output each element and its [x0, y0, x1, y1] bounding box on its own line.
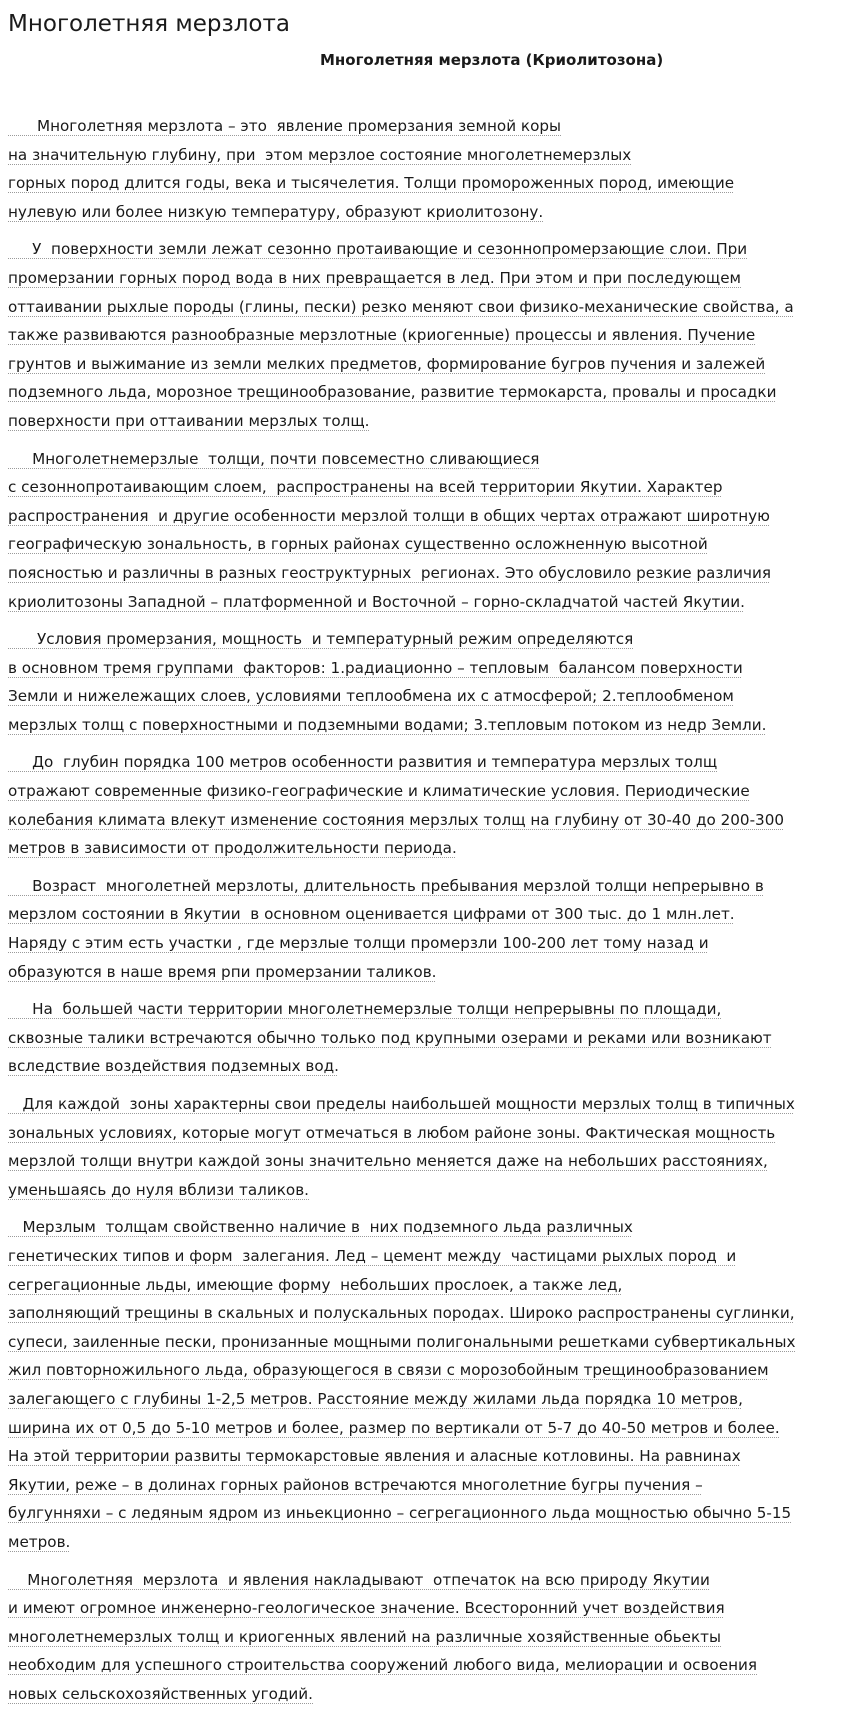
paragraph-line: мерзлом состоянии в Якутии в основном оценивается цифрами от 300 тыс. до 1 млн.лет. [8, 905, 735, 924]
paragraph-line: заполняющий трещины в скальных и полускальных породах. Широко распространены суглинки, [8, 1304, 795, 1323]
paragraph-line: поверхности при оттаивании мерзлых толщ. [8, 411, 370, 430]
paragraph-line: и имеют огромное инженерно-геологическое значение. Всесторонний учет воздействия [8, 1599, 725, 1618]
paragraph-line: Наряду с этим есть участки , где мерзлые толщи промерзли 100-200 лет тому назад и [8, 934, 709, 953]
paragraph [8, 1213, 838, 1556]
paragraph [8, 1090, 838, 1204]
paragraph-line: ширина их от 0,5 до 5-10 метров и более, размер по вертикали от 5-7 до 40-50 метров и более. [8, 1418, 780, 1437]
paragraph-line: генетических типов и форм залегания. Лед – цемент между частицами рыхлых пород и [8, 1246, 737, 1265]
paragraph-line: также развиваются разнообразные мерзлотные (криогенные) процессы и явления. Пучение [8, 326, 756, 345]
paragraph-line: отражают современные физико-географические и климатические условия. Периодические [8, 782, 750, 801]
paragraph-line: нулевую или более низкую температуру, образуют криолитозону. [8, 202, 544, 221]
paragraph-line: мерзлых толщ с поверхностными и подземными водами; 3.тепловым потоком из недр Земли. [8, 715, 767, 734]
paragraph [8, 872, 838, 986]
paragraph-line: сквозные талики встречаются обычно только под крупными озерами и реками или возникают [8, 1028, 772, 1047]
page-title: Многолетняя мерзлота [8, 11, 290, 37]
paragraph-line: оттаивании рыхлые породы (глины, пески) резко меняют свои физико-механические свойства, а [8, 297, 794, 316]
paragraph-line: необходим для успешного строительства сооружений любого вида, мелиорации и освоения [8, 1656, 758, 1675]
paragraph-line: грунтов и выжимание из земли мелких предметов, формирование бугров пучения и залежей [8, 354, 766, 373]
paragraph-line: многолетнемерзлых толщ и криогенных явлений на различные хозяйственные обьекты [8, 1627, 722, 1646]
paragraph-line: сегрегационные льды, имеющие форму небольших прослоек, а также лед, [8, 1275, 623, 1294]
paragraph-line: зональных условиях, которые могут отмечаться в любом районе зоны. Фактическая мощность [8, 1123, 776, 1142]
paragraph-line: метров в зависимости от продолжительности периода. [8, 839, 457, 858]
paragraph-line: географическую зональность, в горных районах существенно осложненную высотной [8, 535, 708, 554]
paragraph-line: супеси, заиленные пески, пронизанные мощными полигональными решетками субвертикальных [8, 1332, 796, 1351]
paragraph-line: Многолетняя мерзлота – это явление промерзания земной коры [8, 117, 561, 135]
paragraph-line: Для каждой зоны характерны свои пределы наибольшей мощности мерзлых толщ в типичных [8, 1095, 795, 1113]
article-subtitle: Многолетняя мерзлота (Криолитозона) [320, 51, 664, 69]
paragraph [8, 625, 838, 739]
paragraph-line: на значительную глубину, при этом мерзлое состояние многолетнемерзлых [8, 145, 632, 164]
paragraph-line: в основном тремя группами факторов: 1.радиационно – тепловым балансом поверхности [8, 658, 743, 677]
paragraph [8, 748, 838, 862]
paragraph-line: колебания климата влекут изменение состояния мерзлых толщ на глубину от 30-40 до 200-300 [8, 810, 785, 829]
paragraph-line: мерзлой толщи внутри каждой зоны значительно меняется даже на небольших расстояниях, [8, 1152, 768, 1171]
paragraph-line: Якутии, реже – в долинах горных районов встречаются многолетние бугры пучения – [8, 1475, 703, 1494]
article-body [8, 112, 838, 1708]
paragraph-line: жил повторножильного льда, образующегося в связи с морозобойным трещинообразованием [8, 1361, 769, 1380]
paragraph-line: До глубин порядка 100 метров особенности развития и температура мерзлых толщ [8, 753, 718, 772]
document-page [8, 0, 838, 1717]
paragraph-line: горных пород длится годы, века и тысячелетия. Толщи промороженных пород, имеющие [8, 174, 735, 193]
paragraph-line: Многолетнемерзлые толщи, почти повсеместно сливающиеся [8, 449, 540, 468]
paragraph [8, 112, 838, 226]
paragraph-line: вследствие воздействия подземных вод. [8, 1057, 339, 1076]
paragraph-line: криолитозоны Западной – платформенной и Восточной – горно-складчатой частей Якутии. [8, 592, 745, 611]
paragraph-line: залегающего с глубины 1-2,5 метров. Расстояние между жилами льда порядка 10 метров, [8, 1389, 743, 1408]
paragraph-line: булгунняхи – с ледяным ядром из иньекционно – сегрегационного льда мощностью обычно 5-15 [8, 1504, 792, 1523]
paragraph-line: Мерзлым толщам свойственно наличие в них подземного льда различных [8, 1218, 633, 1237]
paragraph-line: новых сельскохозяйственных угодий. [8, 1684, 313, 1703]
paragraph [8, 1566, 838, 1709]
paragraph-line: На большей части территории многолетнемерзлые толщи непрерывны по площади, [8, 1000, 722, 1019]
paragraph-line: распространения и другие особенности мерзлой толщи в общих чертах отражают широтную [8, 506, 770, 525]
paragraph-line: Земли и нижележащих слоев, условиями теплообмена их с атмосферой; 2.теплообменом [8, 687, 734, 706]
paragraph-line: метров. [8, 1532, 71, 1551]
paragraph-line: У поверхности земли лежат сезонно протаивающие и сезоннопромерзающие слои. При [8, 240, 748, 259]
paragraph [8, 235, 838, 435]
paragraph-line: подземного льда, морозное трещинообразование, развитие термокарста, провалы и просадки [8, 383, 777, 402]
paragraph [8, 445, 838, 617]
paragraph-line: образуются в наше время рпи промерзании таликов. [8, 962, 437, 981]
paragraph-line: уменьшаясь до нуля вблизи таликов. [8, 1180, 309, 1199]
paragraph-line: На этой территории развиты термокарстовые явления и аласные котловины. На равнинах [8, 1447, 741, 1466]
paragraph-line: Возраст многолетней мерзлоты, длительность пребывания мерзлой толщи непрерывно в [8, 876, 764, 895]
paragraph [8, 995, 838, 1081]
paragraph-line: Многолетняя мерзлота и явления накладывают отпечаток на всю природу Якутии [8, 1570, 710, 1589]
paragraph-line: Условия промерзания, мощность и температурный режим определяются [8, 630, 634, 649]
paragraph-line: поясностью и различны в разных геоструктурных регионах. Это обусловило резкие различия [8, 563, 771, 582]
paragraph-line: промерзании горных пород вода в них превращается в лед. При этом и при последующем [8, 268, 741, 287]
paragraph-line: с сезоннопротаивающим слоем, распространены на всей территории Якутии. Характер [8, 478, 723, 497]
